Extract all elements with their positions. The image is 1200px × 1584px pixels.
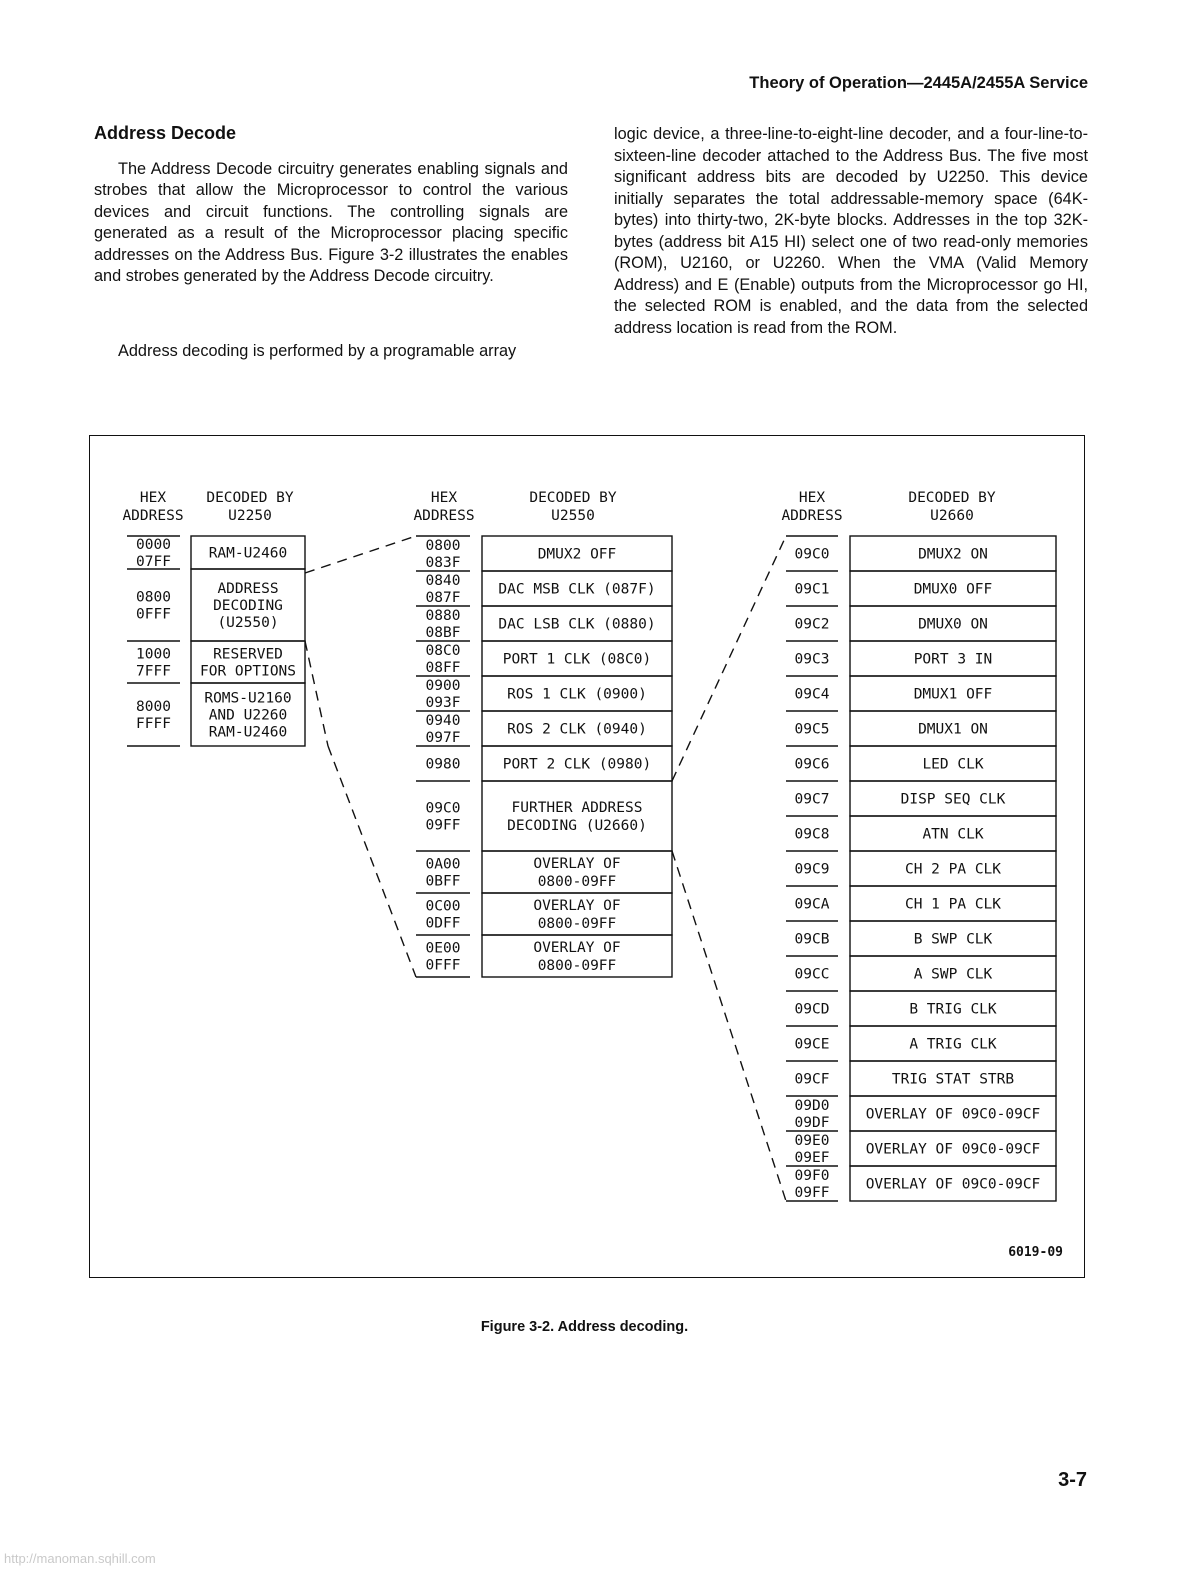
- hex-address: 0E00: [425, 940, 461, 957]
- hex-address: 09CB: [794, 931, 830, 948]
- hex-address: 0900: [425, 678, 461, 694]
- decoded-signal-label: RESERVED: [213, 646, 283, 663]
- hex-address: 09C0: [794, 546, 830, 563]
- decoded-signal-label: DMUX1 OFF: [913, 686, 993, 703]
- decoded-by-header: U2660: [930, 508, 974, 524]
- hex-address: 0880: [425, 608, 461, 624]
- hex-address: 09C3: [794, 651, 830, 668]
- figure-frame: [89, 435, 1085, 1278]
- hex-address: 09C6: [794, 756, 830, 773]
- hex-address: 0800: [136, 589, 171, 606]
- hex-address: 0940: [425, 713, 461, 729]
- hex-address: 0000: [136, 537, 171, 553]
- hex-address-header: ADDRESS: [781, 508, 843, 524]
- address-decoding-diagram: [90, 436, 1083, 1276]
- hex-address: 09C7: [794, 791, 830, 808]
- hex-address: 09D0: [794, 1098, 830, 1114]
- decoded-signal-label: PORT 3 IN: [913, 651, 993, 668]
- decoded-signal-label: PORT 1 CLK (08C0): [502, 651, 652, 668]
- hex-address: 0FFF: [136, 606, 171, 623]
- right-paragraph: logic device, a three-line-to-eight-line decoder, and a four-line-to-sixteen-line decoder attached to the Address Bus. The five most significant address bits are decoded by U2250. This device initially separates the total addressable-memory space (64K-bytes) into thirty-two, 2K-byte blocks. Addresses in the top 32K-bytes (address bit A15 HI) select one of two read-only memories (ROM), U2160, or U2260. When the VMA (Valid Memory Address) and E (Enable) outputs from the Microprocessor go HI, the selected ROM is enabled, and the data from the selected address location is read from the ROM.: [614, 125, 1088, 337]
- hex-address: 0840: [425, 573, 461, 589]
- decode-box: [482, 781, 672, 851]
- hex-address: 087F: [425, 590, 461, 606]
- decoded-signal-label: ATN CLK: [922, 826, 984, 843]
- decoded-signal-label: (U2550): [217, 615, 279, 631]
- figure-caption: Figure 3-2. Address decoding.: [480, 1319, 689, 1335]
- right-column: [614, 124, 1088, 339]
- hex-address: 0800: [425, 538, 461, 554]
- hex-address: 09E0: [794, 1133, 830, 1149]
- hex-address: 1000: [136, 646, 171, 663]
- hex-address: 09C9: [794, 861, 830, 878]
- hex-address: 093F: [425, 695, 461, 711]
- decoded-signal-label: OVERLAY OF: [533, 940, 621, 956]
- decoded-signal-label: CH 1 PA CLK: [904, 896, 1002, 913]
- hex-address: 0FFF: [425, 957, 461, 974]
- decoded-signal-label: ADDRESS: [217, 581, 279, 597]
- decoded-signal-label: FOR OPTIONS: [199, 663, 297, 680]
- hex-address: 8000: [136, 699, 171, 715]
- figure-id: 6019-09: [1008, 1245, 1063, 1260]
- hex-address: 08FF: [425, 660, 461, 676]
- decoded-by-header: DECODED BY: [908, 490, 996, 506]
- section-title: Address Decode: [94, 123, 237, 143]
- decoded-by-header: DECODED BY: [529, 490, 617, 506]
- decoded-signal-label: 0800-09FF: [537, 874, 617, 890]
- decoded-signal-label: DMUX1 ON: [918, 721, 988, 738]
- hex-address: 09DF: [794, 1115, 830, 1131]
- hex-address: 0DFF: [425, 915, 461, 932]
- decoded-signal-label: OVERLAY OF 09C0-09CF: [865, 1141, 1041, 1158]
- hex-address: 09F0: [794, 1168, 830, 1184]
- hex-address: 09CF: [794, 1071, 830, 1088]
- hex-address: 07FF: [136, 554, 171, 570]
- decoded-signal-label: OVERLAY OF 09C0-09CF: [865, 1176, 1041, 1193]
- hex-address: 09CD: [794, 1001, 830, 1018]
- hex-address: 0980: [425, 756, 461, 773]
- decoded-by-header: DECODED BY: [206, 490, 294, 506]
- watermark-url: http://manoman.sqhill.com: [4, 1551, 156, 1566]
- hex-address: 0A00: [425, 856, 461, 873]
- expansion-line-lower-a: [305, 641, 328, 746]
- hex-address: 09C2: [794, 616, 830, 633]
- decoded-signal-label: DMUX0 ON: [918, 616, 988, 633]
- hex-address: 09EF: [794, 1150, 830, 1166]
- hex-address: 097F: [425, 730, 461, 746]
- hex-address-header: HEX: [430, 490, 458, 506]
- left-paragraph-2: Address decoding is performed by a programable array: [118, 341, 517, 360]
- decoded-signal-label: DISP SEQ CLK: [900, 791, 1006, 808]
- expansion-line-lower: [672, 851, 786, 1201]
- hex-address: 09CC: [794, 966, 830, 983]
- decoded-signal-label: AND U2260: [208, 707, 288, 724]
- decoded-by-header: U2550: [551, 508, 595, 524]
- decoded-signal-label: DMUX0 OFF: [913, 581, 993, 598]
- hex-address: 09C8: [794, 826, 830, 843]
- decoded-signal-label: RAM-U2460: [208, 724, 288, 741]
- decoded-signal-label: B TRIG CLK: [909, 1001, 997, 1018]
- decoded-signal-label: CH 2 PA CLK: [904, 861, 1002, 878]
- decoded-signal-label: DECODING: [213, 598, 283, 614]
- hex-address: 08BF: [425, 625, 461, 641]
- decoded-signal-label: ROS 2 CLK (0940): [507, 721, 647, 738]
- decoded-signal-label: OVERLAY OF: [533, 856, 621, 872]
- running-header: Theory of Operation—2445A/2455A Service: [749, 74, 1088, 92]
- decoded-signal-label: B SWP CLK: [913, 931, 993, 948]
- hex-address: 09C4: [794, 686, 830, 703]
- hex-address: 0BFF: [425, 873, 461, 890]
- hex-address-header: HEX: [798, 490, 826, 506]
- hex-address: 7FFF: [136, 663, 171, 680]
- hex-address: 09FF: [425, 817, 461, 834]
- hex-address-header: ADDRESS: [413, 508, 475, 524]
- expansion-line-lower-b: [328, 746, 416, 977]
- hex-address: 0C00: [425, 898, 461, 915]
- hex-address: FFFF: [136, 716, 171, 732]
- decoded-signal-label: DAC MSB CLK (087F): [498, 581, 656, 598]
- decoded-signal-label: ROS 1 CLK (0900): [507, 686, 647, 703]
- decoded-signal-label: A SWP CLK: [913, 966, 993, 983]
- decoded-signal-label: PORT 2 CLK (0980): [502, 756, 652, 773]
- decoded-signal-label: FURTHER ADDRESS: [511, 800, 643, 816]
- page-number: 3-7: [1058, 1469, 1087, 1491]
- left-column: [94, 123, 568, 362]
- decoded-signal-label: 0800-09FF: [537, 958, 617, 974]
- decoded-signal-label: DMUX2 ON: [918, 546, 988, 563]
- decoded-signal-label: OVERLAY OF 09C0-09CF: [865, 1106, 1041, 1123]
- decoded-signal-label: DMUX2 OFF: [537, 546, 617, 563]
- hex-address: 09C1: [794, 581, 830, 598]
- decoded-signal-label: DAC LSB CLK (0880): [498, 616, 656, 633]
- decoded-signal-label: ROMS-U2160: [204, 690, 292, 707]
- decoded-signal-label: 0800-09FF: [537, 916, 617, 932]
- hex-address: 083F: [425, 555, 461, 571]
- hex-address: 09C5: [794, 721, 830, 738]
- hex-address: 09C0: [425, 800, 461, 817]
- hex-address: 09FF: [794, 1185, 830, 1201]
- hex-address: 08C0: [425, 643, 461, 659]
- hex-address: 09CA: [794, 896, 830, 913]
- decoded-signal-label: TRIG STAT STRB: [891, 1071, 1015, 1088]
- hex-address-header: ADDRESS: [122, 508, 184, 524]
- decoded-signal-label: LED CLK: [922, 756, 984, 773]
- decoded-signal-label: RAM-U2460: [208, 545, 288, 562]
- decoded-by-header: U2250: [228, 508, 272, 524]
- decoded-signal-label: A TRIG CLK: [909, 1036, 997, 1053]
- hex-address: 09CE: [794, 1036, 830, 1053]
- hex-address-header: HEX: [139, 490, 167, 506]
- decoded-signal-label: DECODING (U2660): [507, 818, 647, 834]
- expansion-line-upper: [672, 536, 786, 781]
- expansion-line-upper: [305, 536, 416, 573]
- left-paragraph-1: The Address Decode circuitry generates enabling signals and strobes that allow the Microprocessor to control the various devices and circuit functions. The controlling signals are generated as a result of the Microprocessor placing specific addresses on the Address Bus. Figure 3-2 illustrates the enables and strobes generated by the Address Decode circuitry.: [94, 159, 568, 285]
- decoded-signal-label: OVERLAY OF: [533, 898, 621, 914]
